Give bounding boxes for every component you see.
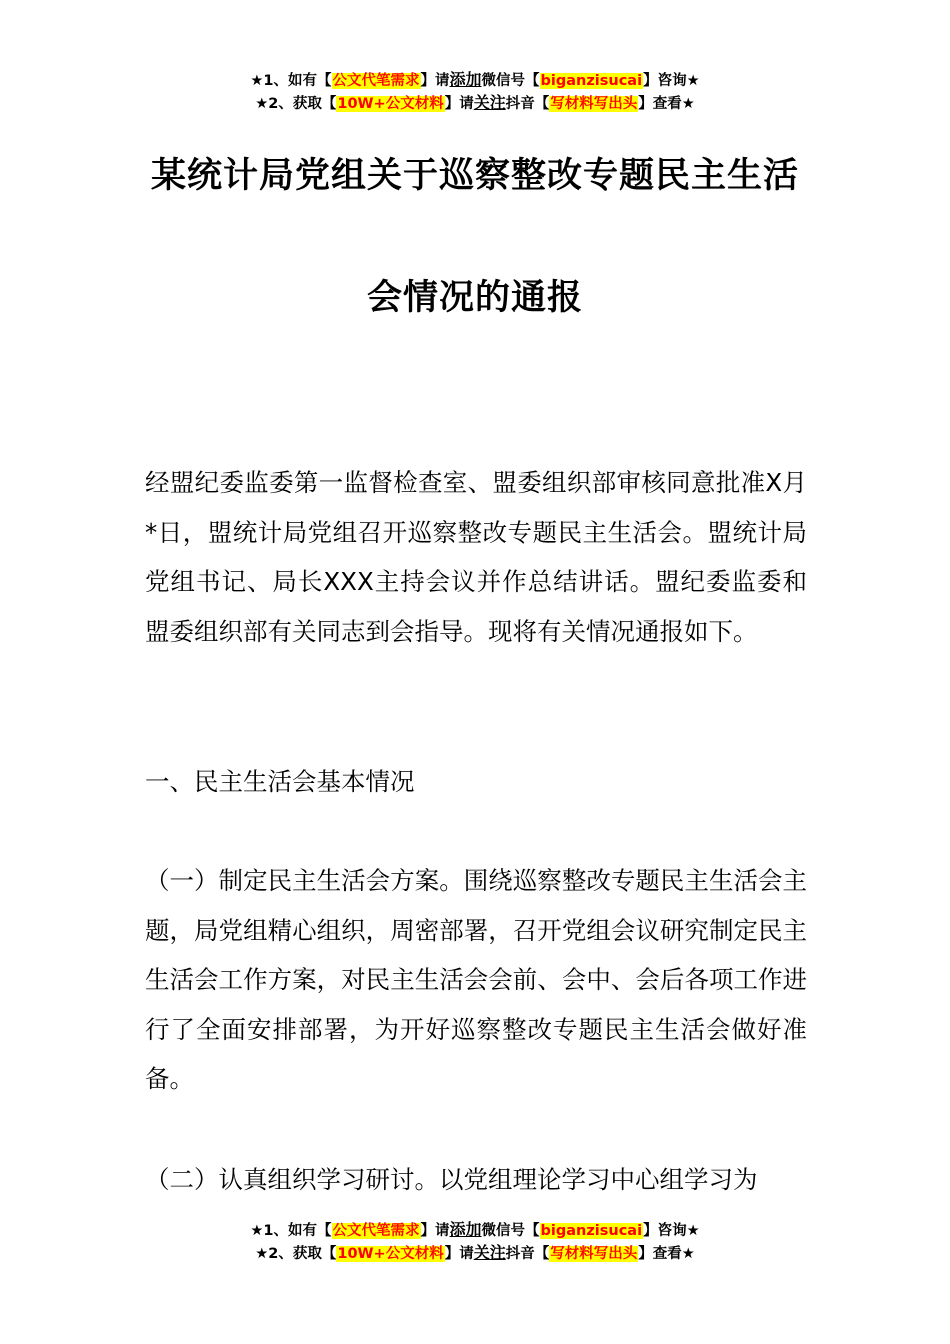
- paragraph-2: （二）认真组织学习研讨。以党组理论学习中心组学习为: [145, 1165, 758, 1194]
- section-heading-1: 一、民主生活会基本情况: [145, 767, 415, 796]
- highlight-service: 公文代笔需求: [332, 1223, 420, 1239]
- promo-banner-top: [0, 69, 950, 115]
- highlight-wechat-id[interactable]: biganzisucai: [540, 1223, 643, 1239]
- promo-line-2: ★2、获取【10W+公文材料】请关注抖音【写材料写出头】查看★: [255, 1243, 695, 1262]
- highlight-douyin-account[interactable]: 写材料写出头: [550, 96, 638, 112]
- highlight-douyin-account[interactable]: 写材料写出头: [550, 1246, 638, 1262]
- highlight-service: 公文代笔需求: [332, 73, 420, 89]
- highlight-materials: 10W+公文材料: [337, 1246, 444, 1262]
- highlight-wechat-id[interactable]: biganzisucai: [540, 73, 643, 89]
- promo-line-1: ★1、如有【公文代笔需求】请添加微信号【biganzisucai】咨询★: [250, 70, 700, 89]
- highlight-materials: 10W+公文材料: [337, 96, 444, 112]
- promo-line-2: ★2、获取【10W+公文材料】请关注抖音【写材料写出头】查看★: [255, 93, 695, 112]
- paragraph-1: （一）制定民主生活会方案。围绕巡察整改专题民主生活会主题，局党组精心组织，周密部署，召开党组会议研究制定民主生活会工作方案，对民主生活会会前、会中、会后各项工作进行了全面安排部署，为开好巡察整改专题民主生活会做好准备。: [145, 866, 807, 1093]
- promo-banner-bottom: [0, 1219, 950, 1265]
- promo-line-1: ★1、如有【公文代笔需求】请添加微信号【biganzisucai】咨询★: [250, 1220, 700, 1239]
- document-title-line-1: 某统计局党组关于巡察整改专题民主生活: [150, 156, 799, 196]
- intro-paragraph: 经盟纪委监委第一监督检查室、盟委组织部审核同意批准X月*日，盟统计局党组召开巡察整改专题民主生活会。盟统计局党组书记、局长XXX主持会议并作总结讲话。盟纪委监委和盟委组织部有关同志到会指导。现将有关情况通报如下。: [145, 468, 807, 646]
- document-title-line-2: 会情况的通报: [366, 278, 583, 318]
